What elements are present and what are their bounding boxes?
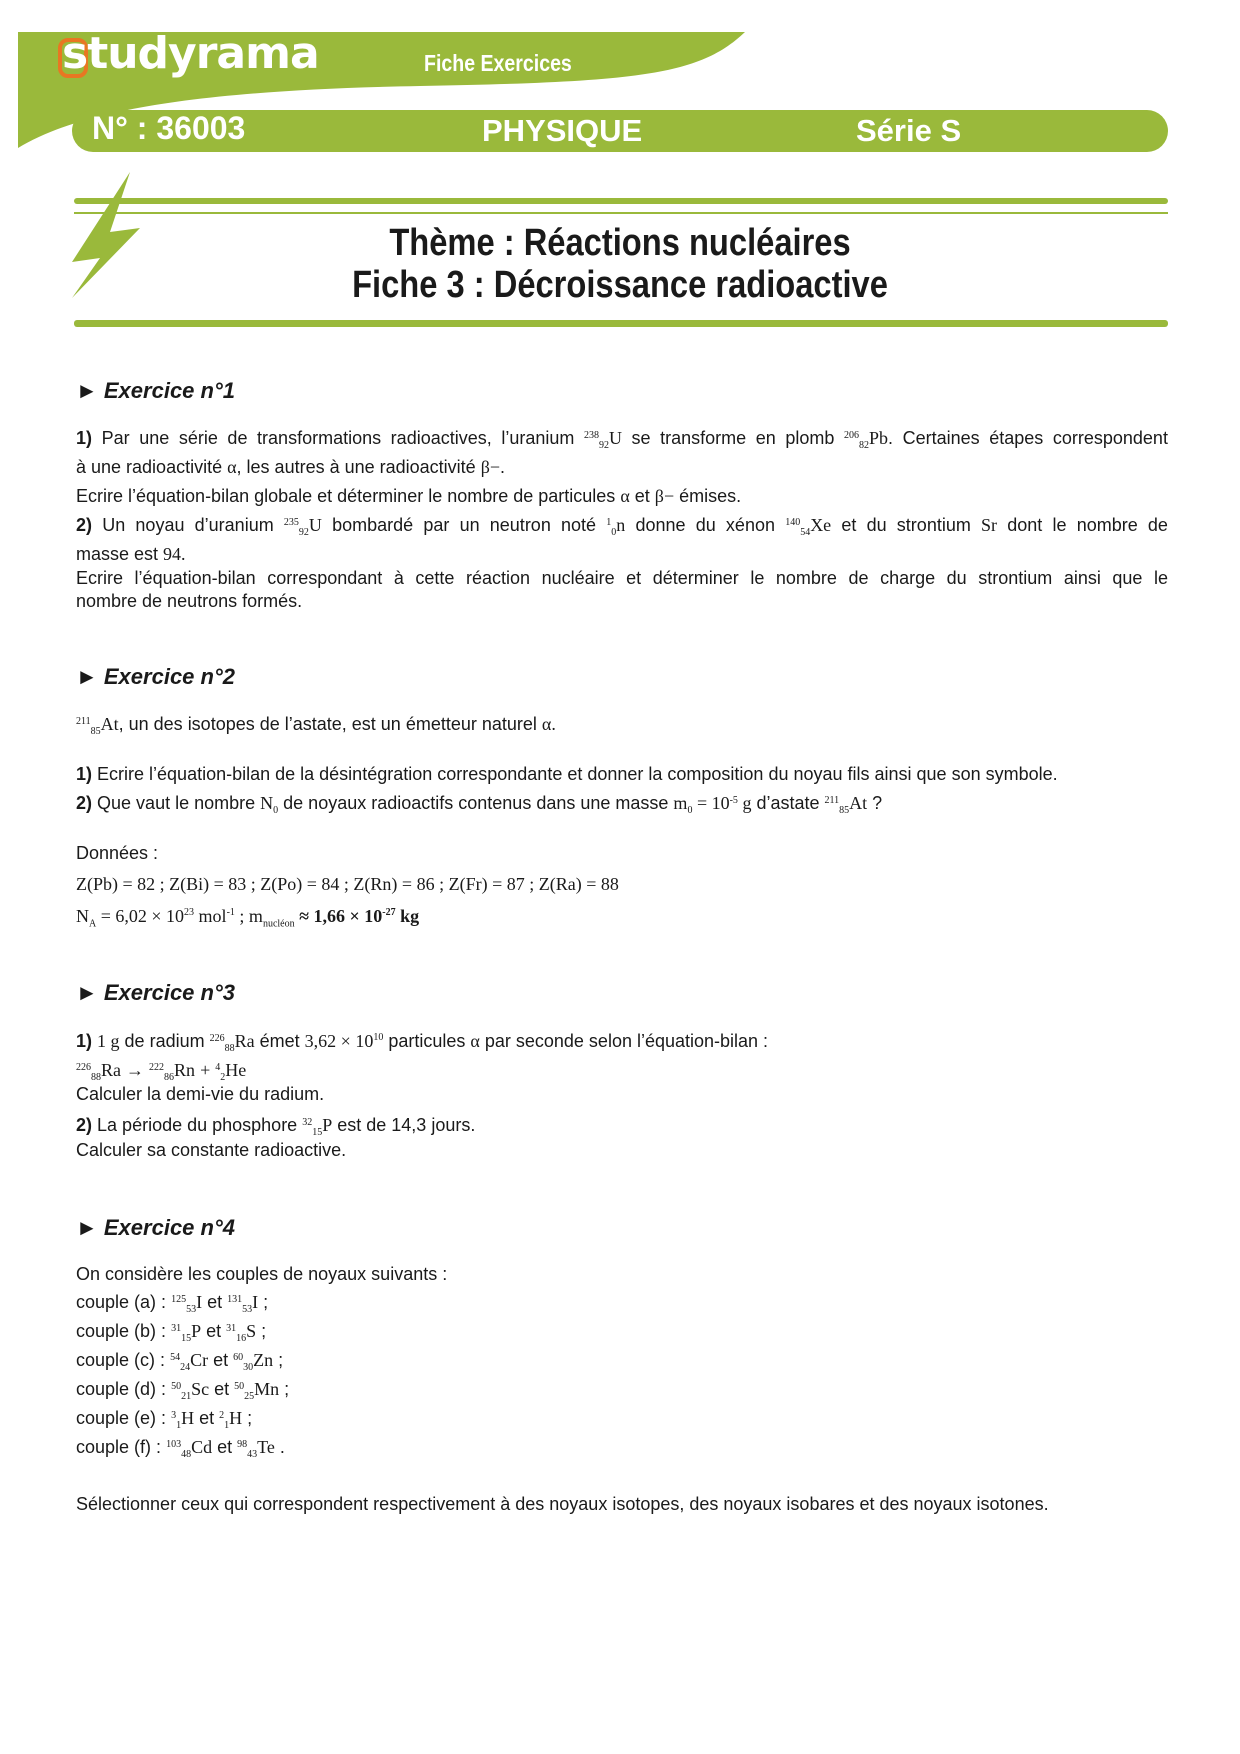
title-rule-bottom (74, 320, 1168, 327)
ex2-q2: 2) Que vaut le nombre $N_0$ de noyaux radioactifs contenus dans une masse $m_0 = 10^{-5}$ g d’astate $^{211}_{85}$At ? (76, 793, 883, 816)
ex2-intro: $^{211}_{85}$At, un des isotopes de l’astate, est un émetteur naturel α. (76, 714, 556, 737)
ex1-line-3: Ecrire l’équation-bilan globale et déterminer le nombre de particules α et β− émises. (76, 486, 742, 506)
couple-row: couple (a) : $^{125}_{53}$I et $^{131}_{53}$I ; (76, 1292, 269, 1315)
page-title-theme: Thème : Réactions nucléaires (389, 222, 851, 264)
ex2-data-label: Données : (76, 843, 159, 863)
ex2-q1: 1) Ecrire l’équation-bilan de la désintégration correspondante et donner la composition du noyau fils ainsi que son symbole. (76, 764, 1058, 784)
couple-row: couple (b) : $^{31}_{15}$P et $^{31}_{16}$S ; (76, 1321, 267, 1344)
ex3-q1-ask: Calculer la demi-vie du radium. (76, 1084, 325, 1104)
xenon-140: $^{140}_{54}$Xe (785, 515, 832, 538)
radium-226: $^{226}_{88}$Ra (209, 1031, 255, 1054)
astatine-211: $^{211}_{85}$At (76, 714, 119, 737)
ex1-line-2: à une radioactivité α, les autres à une radioactivité β−. (76, 457, 506, 477)
ex4-question: Sélectionner ceux qui correspondent respectivement à des noyaux isotopes, des noyaux isobares et des noyaux isotones. (76, 1494, 1049, 1514)
ex4-intro: On considère les couples de noyaux suivants : (76, 1264, 448, 1284)
phosphorus-32: $^{32}_{15}$P (302, 1115, 333, 1138)
brand-logo: studyrama (62, 28, 319, 79)
couple-row: couple (e) : $^3_1$H et $^2_1$H ; (76, 1408, 253, 1431)
ex3-q1: 1) 1 g de radium $^{226}_{88}$Ra émet $3,62 \times 10^{10}$ particules α par seconde selon l’équation-bilan : (76, 1031, 769, 1054)
lead-206: $^{206}_{82}$Pb (844, 428, 889, 451)
uranium-235: $^{235}_{92}$U (283, 515, 322, 538)
couple-row: couple (d) : $^{50}_{21}$Sc et $^{50}_{25}$Mn ; (76, 1379, 290, 1402)
couple-row: couple (f) : $^{103}_{48}$Cd et $^{98}_{43}$Te . (76, 1437, 285, 1460)
ex2-charges: Z(Pb) = 82 ; Z(Bi) = 83 ; Z(Po) = 84 ; Z(Rn) = 86 ; Z(Fr) = 87 ; Z(Ra) = 88 (76, 874, 619, 894)
astatine-211-b: $^{211}_{85}$At (824, 793, 868, 816)
couple-row: couple (c) : $^{54}_{24}$Cr et $^{60}_{30}$Zn ; (76, 1350, 284, 1373)
ex1-line-6: Ecrire l’équation-bilan correspondant à cette réaction nucléaire et déterminer le nombre de charge du strontium ainsi que le (76, 568, 1168, 588)
exercise-4-title: ► Exercice n°4 (76, 1215, 235, 1240)
ex3-q2-ask: Calculer sa constante radioactive. (76, 1140, 347, 1160)
ex1-line-1: 1) Par une série de transformations radioactives, l’uranium $^{238}_{92}$U se transforme en plomb $^{206}_{82}$Pb. Certaines étapes correspondent (76, 428, 1168, 451)
ex3-equation: $^{226}_{88}$Ra → $^{222}_{86}$Rn + $^4_2$He (76, 1060, 247, 1083)
ex1-line-7: nombre de neutrons formés. (76, 591, 303, 611)
title-rule-top-thin (74, 212, 1168, 214)
exercise-2-title: ► Exercice n°2 (76, 664, 235, 689)
ex1-line-4: 2) Un noyau d’uranium $^{235}_{92}$U bombardé par un neutron noté $^1_0$n donne du xénon $^{140}_{54}$Xe et du strontium Sr dont le nombre de (76, 515, 1168, 538)
subject: PHYSIQUE (482, 113, 643, 148)
exercise-3-title: ► Exercice n°3 (76, 980, 235, 1005)
neutron: $^1_0$n (606, 515, 626, 538)
ex1-line-5: masse est 94. (76, 544, 186, 564)
sheet-type: Fiche Exercices (424, 50, 572, 76)
series: Série S (856, 113, 962, 148)
ex2-constants: $N_A = 6,02 \times 10^{23}$ mol$^{-1}$ ; $m_{nucléon} \approx 1,66 \times 10^{-27}$ kg (76, 906, 420, 930)
ex3-q2: 2) La période du phosphore $^{32}_{15}$P est de 14,3 jours. (76, 1115, 476, 1138)
exercise-1-title: ► Exercice n°1 (76, 378, 235, 403)
uranium-238: $^{238}_{92}$U (583, 428, 622, 451)
sheet-number: N° : 36003 (92, 110, 246, 146)
page-title-fiche: Fiche 3 : Décroissance radioactive (352, 264, 888, 306)
title-rule-top (74, 198, 1168, 204)
